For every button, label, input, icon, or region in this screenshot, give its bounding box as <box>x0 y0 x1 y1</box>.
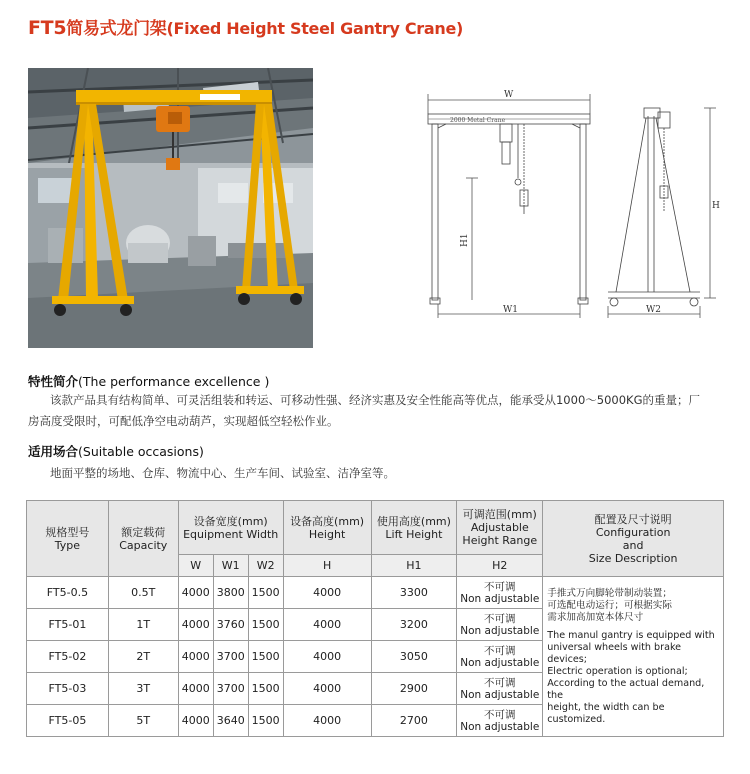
label-w2: W2 <box>646 305 661 315</box>
title-en: (Fixed Height Steel Gantry Crane) <box>166 19 464 38</box>
cell-w: 4000 <box>178 705 213 737</box>
cell-w: 4000 <box>178 609 213 641</box>
beam-label: 2000 Metal Crane <box>450 117 506 124</box>
cell-h1: 2900 <box>371 673 457 705</box>
cell-capacity: 1T <box>108 609 178 641</box>
header-lift-height: 使用高度(mm) Lift Height <box>371 501 457 555</box>
cell-w1: 3800 <box>213 577 248 609</box>
subheader-h: H <box>283 555 371 577</box>
cell-type: FT5-02 <box>27 641 109 673</box>
header-configuration: 配置及尺寸说明 Configuration and Size Description <box>543 501 724 577</box>
title-cn: 简易式龙门架 <box>66 19 167 39</box>
subheader-w1: W1 <box>213 555 248 577</box>
cell-type: FT5-01 <box>27 609 109 641</box>
label-w: W <box>504 90 514 100</box>
performance-heading-en: (The performance excellence ) <box>78 374 270 389</box>
cell-w2: 1500 <box>248 641 283 673</box>
cell-w1: 3700 <box>213 673 248 705</box>
cell-adjustable: 不可调 Non adjustable <box>457 577 543 609</box>
occasions-heading <box>28 442 204 460</box>
performance-heading <box>28 372 269 390</box>
header-adjustable-range: 可调范围(mm) Adjustable Height Range <box>457 501 543 555</box>
cell-h: 4000 <box>283 673 371 705</box>
header-type: 规格型号 Type <box>27 501 109 577</box>
header-equipment-width: 设备宽度(mm) Equipment Width <box>178 501 283 555</box>
cell-w1: 3640 <box>213 705 248 737</box>
cell-adjustable: 不可调 Non adjustable <box>457 705 543 737</box>
cell-h: 4000 <box>283 577 371 609</box>
cell-h1: 3300 <box>371 577 457 609</box>
cell-w: 4000 <box>178 577 213 609</box>
gantry-dimension-drawing <box>408 86 738 322</box>
subheader-w2: W2 <box>248 555 283 577</box>
cell-h: 4000 <box>283 641 371 673</box>
cell-adjustable: 不可调 Non adjustable <box>457 609 543 641</box>
performance-heading-cn: 特性简介 <box>28 374 79 389</box>
title-model: FT5 <box>28 17 67 39</box>
subheader-w: W <box>178 555 213 577</box>
cell-type: FT5-0.5 <box>27 577 109 609</box>
occasions-heading-cn: 适用场合 <box>28 444 79 459</box>
cell-capacity: 3T <box>108 673 178 705</box>
cell-w2: 1500 <box>248 705 283 737</box>
cell-h: 4000 <box>283 705 371 737</box>
subheader-h1: H1 <box>371 555 457 577</box>
cell-h: 4000 <box>283 609 371 641</box>
label-h: H <box>712 201 720 211</box>
cell-adjustable: 不可调 Non adjustable <box>457 641 543 673</box>
cell-adjustable: 不可调 Non adjustable <box>457 673 543 705</box>
table-row <box>27 577 724 609</box>
cell-capacity: 2T <box>108 641 178 673</box>
occasions-heading-en: (Suitable occasions) <box>78 444 204 459</box>
cell-capacity: 5T <box>108 705 178 737</box>
label-h1: H1 <box>460 233 470 247</box>
header-height: 设备高度(mm) Height <box>283 501 371 555</box>
cell-w: 4000 <box>178 673 213 705</box>
occasions-text: 地面平整的场地、仓库、物流中心、生产车间、试验室、洁净室等。 <box>50 466 395 480</box>
gantry-crane-photo <box>28 68 313 348</box>
cell-w1: 3760 <box>213 609 248 641</box>
subheader-h2: H2 <box>457 555 543 577</box>
cell-capacity: 0.5T <box>108 577 178 609</box>
header-capacity: 额定载荷 Capacity <box>108 501 178 577</box>
label-w1: W1 <box>503 305 518 315</box>
cell-w1: 3700 <box>213 641 248 673</box>
cell-h1: 3050 <box>371 641 457 673</box>
cell-h1: 2700 <box>371 705 457 737</box>
performance-line-2: 房高度受限时，可配低净空电动葫芦，实现超低空轻松作业。 <box>28 414 339 428</box>
cell-w: 4000 <box>178 641 213 673</box>
cell-w2: 1500 <box>248 609 283 641</box>
configuration-description: 手推式万向脚轮带制动装置； 可选配电动运行；可根据实际 需求加高加宽本体尺寸 The manul gantry is equipped with universal wheels with brake devices; Electric operation is optional; According to the actual demand, the height, the width can be customized. <box>543 577 724 737</box>
cell-w2: 1500 <box>248 673 283 705</box>
cell-type: FT5-03 <box>27 673 109 705</box>
performance-line-1: 该款产品具有结构简单、可灵活组装和转运、可移动性强、经济实惠及安全性能高等优点，能承受从1000～5000KG的重量；厂 <box>50 393 700 407</box>
spec-table <box>26 500 724 737</box>
performance-text <box>28 390 728 432</box>
page-title <box>28 14 463 39</box>
cell-type: FT5-05 <box>27 705 109 737</box>
cell-h1: 3200 <box>371 609 457 641</box>
cell-w2: 1500 <box>248 577 283 609</box>
